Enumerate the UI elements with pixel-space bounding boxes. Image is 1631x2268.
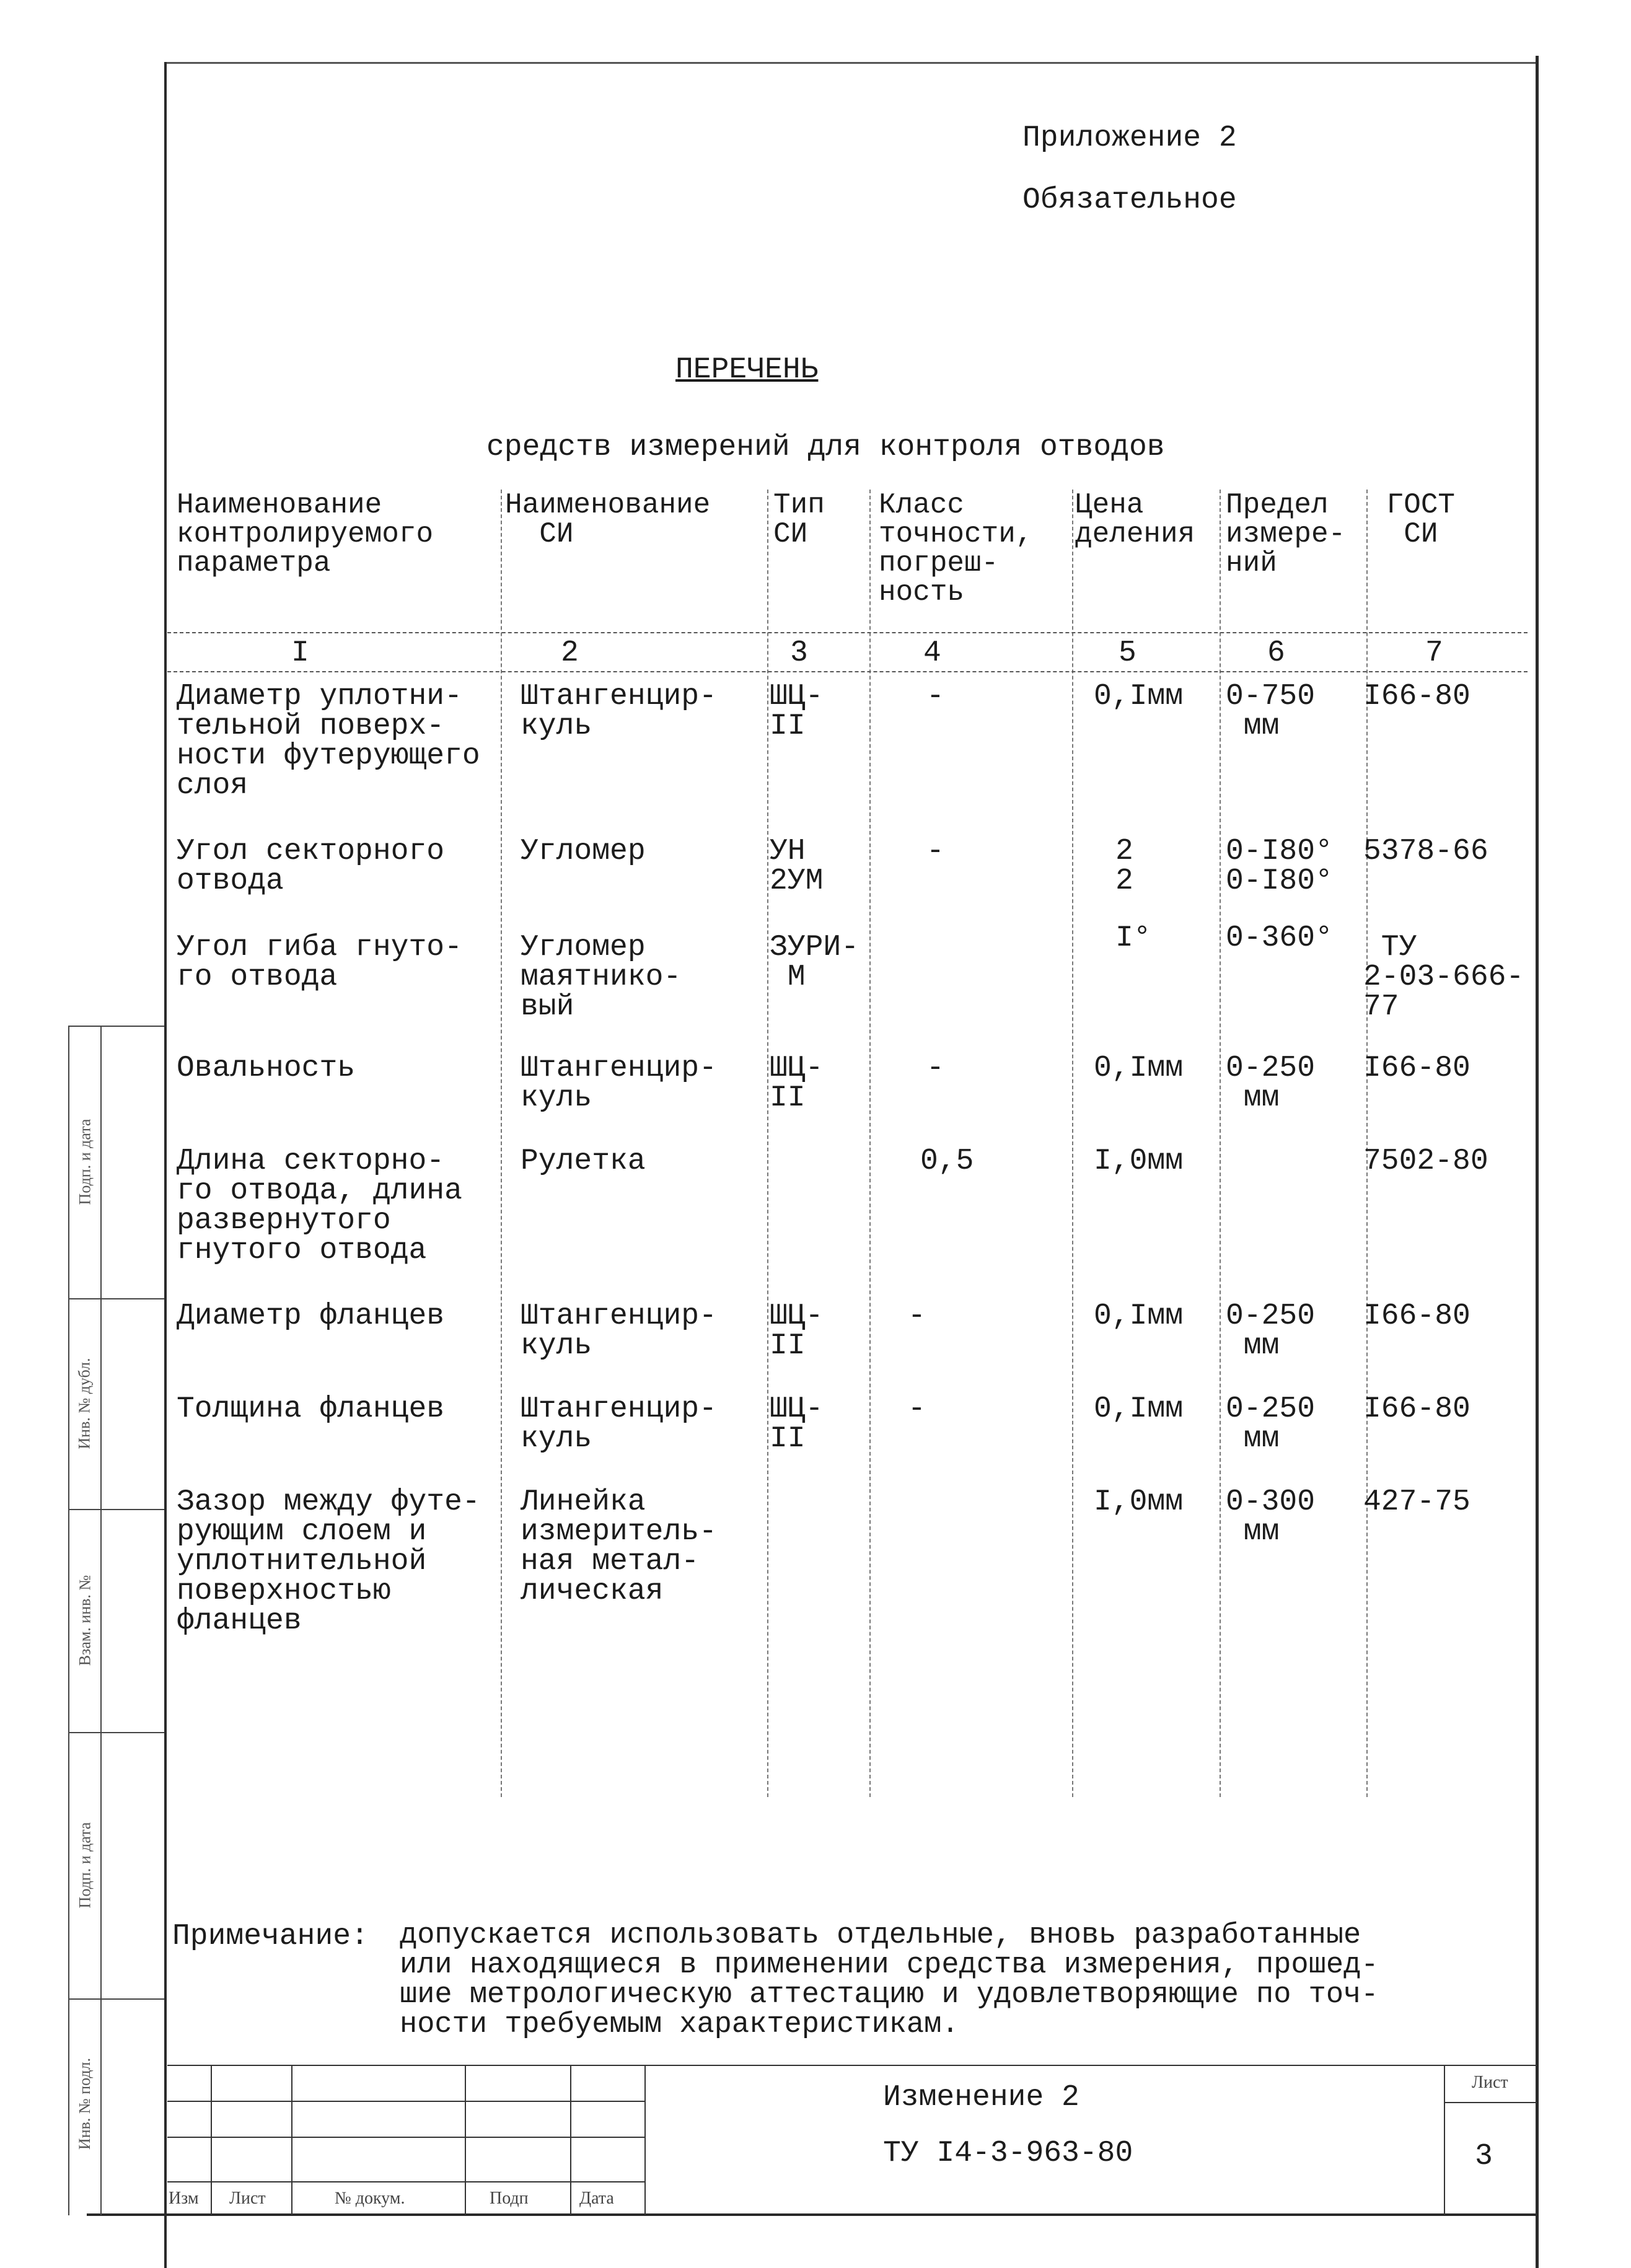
title-block-col-label: Подп xyxy=(490,2189,529,2208)
table-header-gost: ГОСТ СИ xyxy=(1386,489,1456,550)
title-block-col-label: № докум. xyxy=(335,2189,405,2208)
table-header-rule xyxy=(167,632,1528,633)
sheet-label: Лист xyxy=(1472,2073,1508,2092)
document-subheading: средств измерений для контроля отводов xyxy=(486,431,1165,464)
table-header-division: Цена деления xyxy=(1075,489,1195,550)
table-column-rule xyxy=(767,490,768,1797)
title-block-rule xyxy=(644,2065,646,2215)
row-gost: I66-80 xyxy=(1363,1052,1471,1085)
row-gost: 5378-66 xyxy=(1363,835,1488,868)
row-si: Штангенцир- куль xyxy=(521,1299,717,1363)
row-param: Длина секторно- го отвода, длина развернутого гнутого отвода xyxy=(177,1145,462,1267)
page-frame-top xyxy=(164,62,1537,64)
title-block-rule xyxy=(1444,2065,1445,2215)
table-header-rule xyxy=(167,671,1528,672)
row-division: 0,Iмм xyxy=(1094,1299,1184,1333)
column-number: 7 xyxy=(1425,636,1443,670)
row-gost: I66-80 xyxy=(1363,1299,1471,1333)
row-type: ШЦ- II xyxy=(770,680,824,743)
row-limit: 0-750 мм xyxy=(1226,680,1316,743)
title-block-rule xyxy=(291,2065,292,2215)
appendix-status: Обязательное xyxy=(1022,183,1237,217)
column-number: 4 xyxy=(923,636,941,670)
row-gost: I66-80 xyxy=(1363,680,1471,713)
row-type: ШЦ- II xyxy=(770,1299,824,1363)
row-si: Штангенцир- куль xyxy=(521,1392,717,1456)
side-stamp-label: Подп. и дата xyxy=(76,1822,94,1909)
page-frame-right xyxy=(1536,56,1539,2268)
side-stamp-label: Инв. № подл. xyxy=(76,2057,94,2150)
row-si: Угломер маятнико- вый xyxy=(521,931,682,1024)
row-division: 0,Iмм xyxy=(1094,1052,1184,1085)
column-number: 3 xyxy=(790,636,808,670)
row-limit: 0-250 мм xyxy=(1226,1299,1316,1363)
title-block-rule xyxy=(167,2181,644,2182)
row-division: 2 2 xyxy=(1115,835,1133,898)
row-type: ШЦ- II xyxy=(770,1052,824,1115)
row-division: I,0мм xyxy=(1094,1485,1184,1519)
page-frame-bottom xyxy=(87,2213,1539,2216)
row-gost: 427-75 xyxy=(1363,1485,1471,1519)
row-param: Угол секторного отвода xyxy=(177,835,445,898)
column-number: 6 xyxy=(1267,636,1285,670)
appendix-title: Приложение 2 xyxy=(1022,121,1237,155)
table-header-accuracy: Класс точности, погреш- ность xyxy=(879,489,1033,609)
row-param: Овальность xyxy=(177,1052,356,1085)
row-accuracy: 0,5 xyxy=(920,1145,974,1178)
title-block-rule xyxy=(167,2065,1537,2066)
row-accuracy: - xyxy=(926,680,944,713)
row-division: I,0мм xyxy=(1094,1145,1184,1178)
title-block-rule xyxy=(167,2101,644,2102)
title-block-rule xyxy=(465,2065,466,2215)
title-block-col-label: Изм xyxy=(169,2189,199,2208)
table-header-param: Наименование контролируемого параметра xyxy=(177,489,434,579)
table-column-rule xyxy=(501,490,502,1797)
row-type: ШЦ- II xyxy=(770,1392,824,1456)
row-gost: ТУ 2-03-666- 77 xyxy=(1363,931,1524,1024)
table-column-rule xyxy=(869,490,871,1797)
row-type: ЗУРИ- М xyxy=(770,931,859,994)
side-stamp-label: Взам. инв. № xyxy=(76,1575,94,1666)
note-text: допускается использовать отдельные, вновь разработанные или находящиеся в применении средства измерения, прошед- шие метрологическую аттестацию и удовлетворяющие по точ- ности требуемым характеристикам. xyxy=(400,1919,1379,2041)
row-accuracy: - xyxy=(908,1392,926,1426)
table-column-rule xyxy=(1072,490,1073,1797)
row-division: 0,Iмм xyxy=(1094,680,1184,713)
row-si: Рулетка xyxy=(521,1145,646,1178)
table-header-limit: Предел измере- ний xyxy=(1226,489,1346,579)
row-type: УН 2УМ xyxy=(770,835,824,898)
row-limit: 0-250 мм xyxy=(1226,1392,1316,1456)
row-accuracy: - xyxy=(908,1299,926,1333)
row-param: Диаметр фланцев xyxy=(177,1299,445,1333)
document-heading: ПЕРЕЧЕНЬ xyxy=(675,353,819,387)
title-block-col-label: Лист xyxy=(229,2189,266,2208)
row-gost: 7502-80 xyxy=(1363,1145,1488,1178)
change-number: Изменение 2 xyxy=(883,2081,1079,2114)
page-frame-left xyxy=(164,62,167,2268)
table-column-rule xyxy=(1220,490,1221,1797)
title-block-rule xyxy=(570,2065,571,2215)
row-gost: I66-80 xyxy=(1363,1392,1471,1426)
row-accuracy: - xyxy=(926,1052,944,1085)
row-si: Штангенцир- куль xyxy=(521,680,717,743)
column-number: 5 xyxy=(1119,636,1136,670)
title-block-col-label: Дата xyxy=(579,2189,614,2208)
row-limit: 0-300 мм xyxy=(1226,1485,1316,1549)
row-accuracy: - xyxy=(926,835,944,868)
title-block-rule xyxy=(211,2065,212,2215)
document-code: ТУ I4-3-963-80 xyxy=(883,2137,1133,2170)
column-number: 2 xyxy=(561,636,579,670)
table-header-type: Тип СИ xyxy=(773,489,825,550)
note-label: Примечание: xyxy=(172,1920,369,1953)
row-si: Штангенцир- куль xyxy=(521,1052,717,1115)
row-param: Зазор между футе- рующим слоем и уплотнительной поверхностью фланцев xyxy=(177,1485,480,1638)
row-si: Угломер xyxy=(521,835,646,868)
table-header-si: Наименование СИ xyxy=(505,489,711,550)
side-stamp-label: Подп. и дата xyxy=(76,1119,94,1205)
side-stamp-label: Инв. № дубл. xyxy=(76,1358,94,1449)
sheet-number: 3 xyxy=(1475,2140,1493,2173)
row-param: Угол гиба гнуто- го отвода xyxy=(177,931,462,994)
row-limit: 0-360° xyxy=(1226,921,1333,955)
title-block-rule xyxy=(167,2137,644,2138)
row-limit: 0-I80° 0-I80° xyxy=(1226,835,1333,898)
row-limit: 0-250 мм xyxy=(1226,1052,1316,1115)
row-param: Диаметр уплотни- тельной поверх- ности футерующего слоя xyxy=(177,680,480,802)
row-division: 0,Iмм xyxy=(1094,1392,1184,1426)
row-division: I° xyxy=(1115,921,1151,955)
column-number: I xyxy=(291,636,309,670)
row-si: Линейка измеритель- ная метал- лическая xyxy=(521,1485,717,1608)
row-param: Толщина фланцев xyxy=(177,1392,445,1426)
title-block-rule xyxy=(1444,2102,1537,2103)
